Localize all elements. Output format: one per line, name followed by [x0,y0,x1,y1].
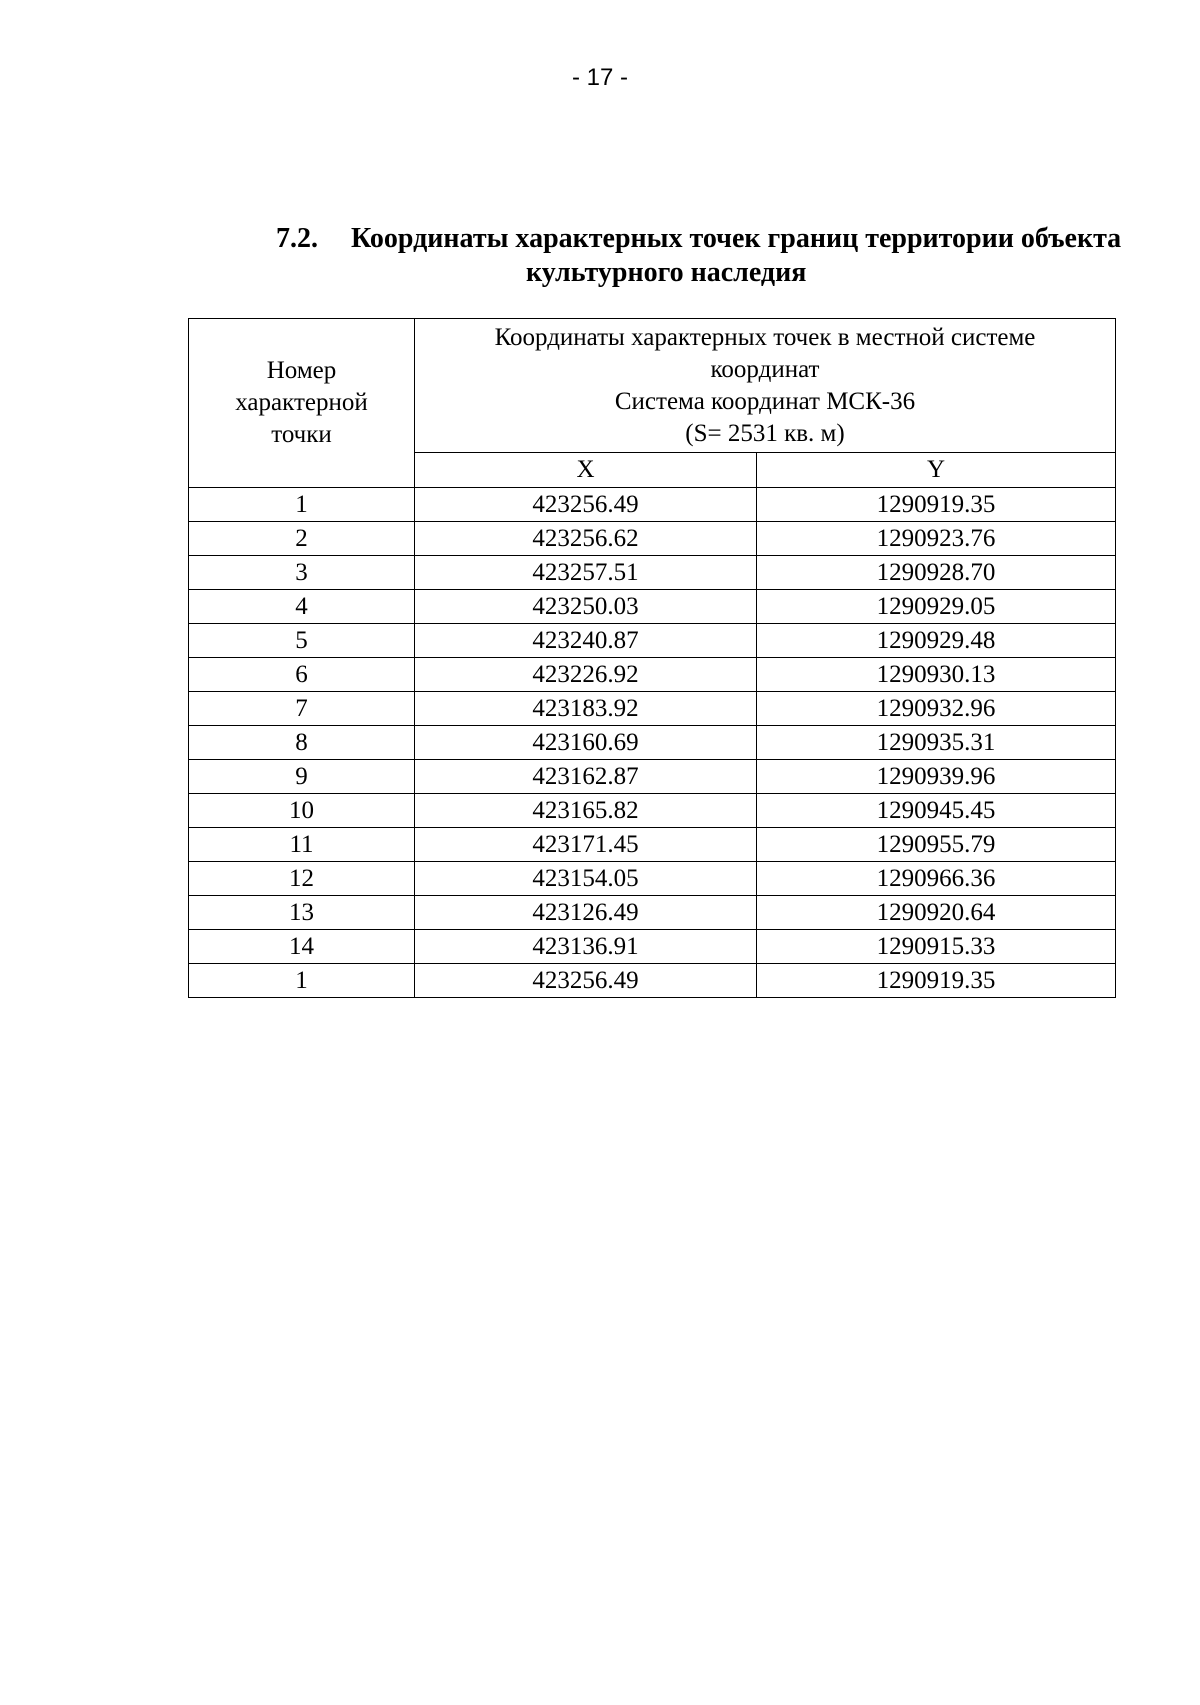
y-coordinate-cell: 1290929.48 [757,624,1116,658]
table-row [189,726,1116,760]
point-number-cell: 1 [189,488,415,522]
table-row [189,930,1116,964]
y-coordinate-cell: 1290929.05 [757,590,1116,624]
table-row [189,556,1116,590]
section-title-line-1: Координаты характерных точек границ территории объекта [351,223,1122,254]
y-coordinate-cell: 1290935.31 [757,726,1116,760]
x-coordinate-cell: 423171.45 [415,828,757,862]
table-row [189,522,1116,556]
table-row [189,964,1116,998]
x-coordinate-cell: 423126.49 [415,896,757,930]
point-number-cell: 7 [189,692,415,726]
table-row [189,590,1116,624]
point-number-cell: 12 [189,862,415,896]
y-coordinate-cell: 1290939.96 [757,760,1116,794]
section-title-line-2: культурного наследия [526,257,807,288]
y-coordinate-cell: 1290966.36 [757,862,1116,896]
x-coordinate-cell: 423250.03 [415,590,757,624]
y-coordinate-cell: 1290928.70 [757,556,1116,590]
group-header-line: Координаты характерных точек в местной системе [494,323,1036,351]
section-number: 7.2. [276,223,318,254]
x-coordinate-cell: 423256.49 [415,964,757,998]
table-row [189,896,1116,930]
point-number-cell: 11 [189,828,415,862]
x-coordinate-cell: 423154.05 [415,862,757,896]
x-coordinate-cell: 423162.87 [415,760,757,794]
table-row [189,692,1116,726]
table-body [189,488,1116,998]
point-number-cell: 13 [189,896,415,930]
point-number-header-line: точки [271,421,332,448]
group-header-line: (S= 2531 кв. м) [685,419,845,447]
x-coordinate-cell: 423165.82 [415,794,757,828]
point-number-cell: 3 [189,556,415,590]
y-coordinate-cell: 1290915.33 [757,930,1116,964]
y-coordinate-cell: 1290919.35 [757,964,1116,998]
table-row [189,760,1116,794]
x-coordinate-cell: 423257.51 [415,556,757,590]
group-header-line: координат [710,355,820,383]
group-header-line: Система координат МСК-36 [614,387,916,415]
point-number-header-line: характерной [235,389,368,416]
point-number-header-line: Номер [266,357,337,384]
x-coordinate-cell: 423136.91 [415,930,757,964]
y-coordinate-cell: 1290919.35 [757,488,1116,522]
y-coordinate-cell: 1290932.96 [757,692,1116,726]
x-coordinate-cell: 423240.87 [415,624,757,658]
point-number-cell: 8 [189,726,415,760]
point-number-cell: 9 [189,760,415,794]
table-row [189,794,1116,828]
page-number: - 17 - [571,64,628,91]
coordinates-group-header [415,319,1116,453]
y-coordinate-cell: 1290920.64 [757,896,1116,930]
x-coordinate-cell: 423256.62 [415,522,757,556]
table-row [189,488,1116,522]
x-header: X [415,453,757,488]
y-coordinate-cell: 1290923.76 [757,522,1116,556]
x-coordinate-cell: 423183.92 [415,692,757,726]
table-row [189,658,1116,692]
section-heading [276,222,1156,290]
point-number-cell: 2 [189,522,415,556]
point-number-cell: 6 [189,658,415,692]
point-number-cell: 10 [189,794,415,828]
x-coordinate-cell: 423256.49 [415,488,757,522]
point-number-cell: 14 [189,930,415,964]
point-number-header [189,319,415,488]
x-coordinate-cell: 423160.69 [415,726,757,760]
y-coordinate-cell: 1290945.45 [757,794,1116,828]
x-coordinate-cell: 423226.92 [415,658,757,692]
table-row [189,624,1116,658]
point-number-cell: 1 [189,964,415,998]
table-header-row [189,319,1116,453]
heading-line-1 [276,222,1156,256]
y-coordinate-cell: 1290930.13 [757,658,1116,692]
point-number-cell: 5 [189,624,415,658]
table-row [189,862,1116,896]
point-number-cell: 4 [189,590,415,624]
coordinates-table [188,318,1116,998]
y-coordinate-cell: 1290955.79 [757,828,1116,862]
y-header: Y [757,453,1116,488]
table-row [189,828,1116,862]
